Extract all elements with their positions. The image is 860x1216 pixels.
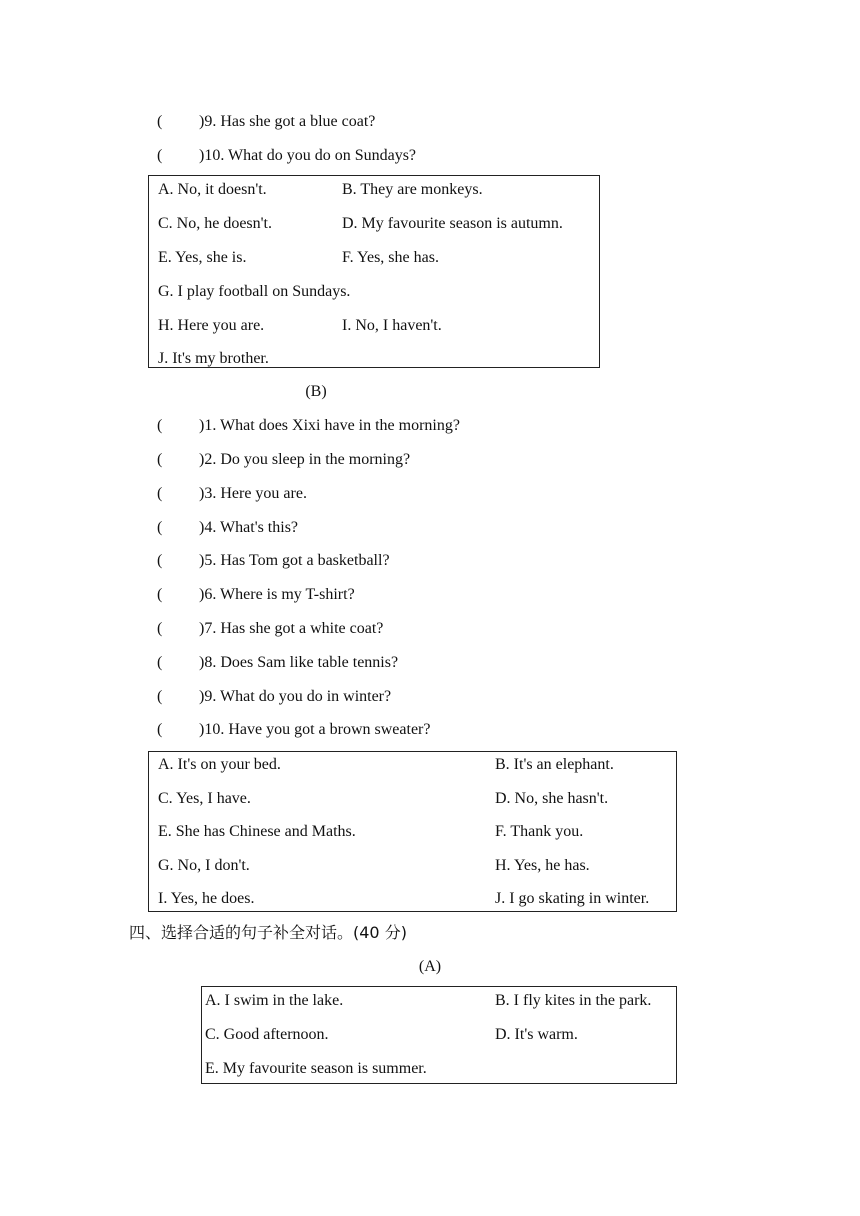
answer-blank[interactable]: ( xyxy=(157,451,163,468)
question-text: )10. Have you got a brown sweater? xyxy=(199,721,431,738)
option-e: E. Yes, she is. xyxy=(158,249,247,266)
option-c: C. Good afternoon. xyxy=(205,1026,329,1043)
answer-blank[interactable]: ( xyxy=(157,688,163,705)
option-b: B. It's an elephant. xyxy=(495,756,614,773)
question-row xyxy=(157,653,398,673)
answer-blank[interactable]: ( xyxy=(157,485,163,502)
option-i: I. No, I haven't. xyxy=(342,317,442,334)
question-row xyxy=(157,720,430,740)
answer-blank[interactable]: ( xyxy=(157,586,163,603)
answer-blank[interactable]: ( xyxy=(157,654,163,671)
question-text: )9. Has she got a blue coat? xyxy=(199,113,376,130)
question-row xyxy=(157,416,460,436)
question-row xyxy=(157,450,410,470)
option-g: G. I play football on Sundays. xyxy=(158,283,351,300)
question-text: )5. Has Tom got a basketball? xyxy=(199,552,390,569)
question-row xyxy=(157,551,390,571)
question-text: )7. Has she got a white coat? xyxy=(199,620,384,637)
option-e: E. She has Chinese and Maths. xyxy=(158,823,356,840)
question-text: )10. What do you do on Sundays? xyxy=(199,147,417,164)
option-g: G. No, I don't. xyxy=(158,857,250,874)
question-row xyxy=(157,146,416,166)
answer-blank[interactable]: ( xyxy=(157,417,163,434)
option-b: B. They are monkeys. xyxy=(342,181,483,198)
section-heading xyxy=(129,923,407,944)
question-row xyxy=(157,619,383,639)
question-text: )1. What does Xixi have in the morning? xyxy=(199,417,460,434)
section-label: (B) xyxy=(305,383,327,400)
answer-blank[interactable]: ( xyxy=(157,620,163,637)
answer-options-box xyxy=(148,751,677,912)
option-i: I. Yes, he does. xyxy=(158,890,255,907)
question-row xyxy=(157,518,298,538)
section-label: (A) xyxy=(418,958,442,975)
question-row xyxy=(157,687,391,707)
answer-blank[interactable]: ( xyxy=(157,519,163,536)
question-row xyxy=(157,585,355,605)
question-text: )4. What's this? xyxy=(199,519,299,536)
option-d: D. No, she hasn't. xyxy=(495,790,609,807)
question-row xyxy=(157,484,307,504)
option-h: H. Here you are. xyxy=(158,317,265,334)
answer-blank[interactable]: ( xyxy=(157,721,163,738)
question-text: )2. Do you sleep in the morning? xyxy=(199,451,411,468)
option-d: D. My favourite season is autumn. xyxy=(342,215,563,232)
answer-blank[interactable]: ( xyxy=(157,147,163,164)
option-e: E. My favourite season is summer. xyxy=(205,1060,427,1077)
option-a: A. I swim in the lake. xyxy=(205,992,344,1009)
option-j: J. I go skating in winter. xyxy=(495,890,650,907)
option-h: H. Yes, he has. xyxy=(495,857,590,874)
question-text: )8. Does Sam like table tennis? xyxy=(199,654,399,671)
answer-options-box xyxy=(148,175,600,368)
question-row xyxy=(157,112,375,132)
question-text: )9. What do you do in winter? xyxy=(199,688,392,705)
option-c: C. No, he doesn't. xyxy=(158,215,272,232)
question-text: )6. Where is my T-shirt? xyxy=(199,586,355,603)
option-a: A. It's on your bed. xyxy=(158,756,281,773)
question-text: )3. Here you are. xyxy=(199,485,307,502)
option-d: D. It's warm. xyxy=(495,1026,578,1043)
option-c: C. Yes, I have. xyxy=(158,790,251,807)
option-f: F. Thank you. xyxy=(495,823,584,840)
answer-blank[interactable]: ( xyxy=(157,113,163,130)
answer-options-box xyxy=(201,986,677,1084)
answer-blank[interactable]: ( xyxy=(157,552,163,569)
option-a: A. No, it doesn't. xyxy=(158,181,267,198)
option-j: J. It's my brother. xyxy=(158,350,269,367)
option-b: B. I fly kites in the park. xyxy=(495,992,652,1009)
option-f: F. Yes, she has. xyxy=(342,249,439,266)
section-heading-text: 四、选择合适的句子补全对话。(40 分) xyxy=(129,923,407,942)
